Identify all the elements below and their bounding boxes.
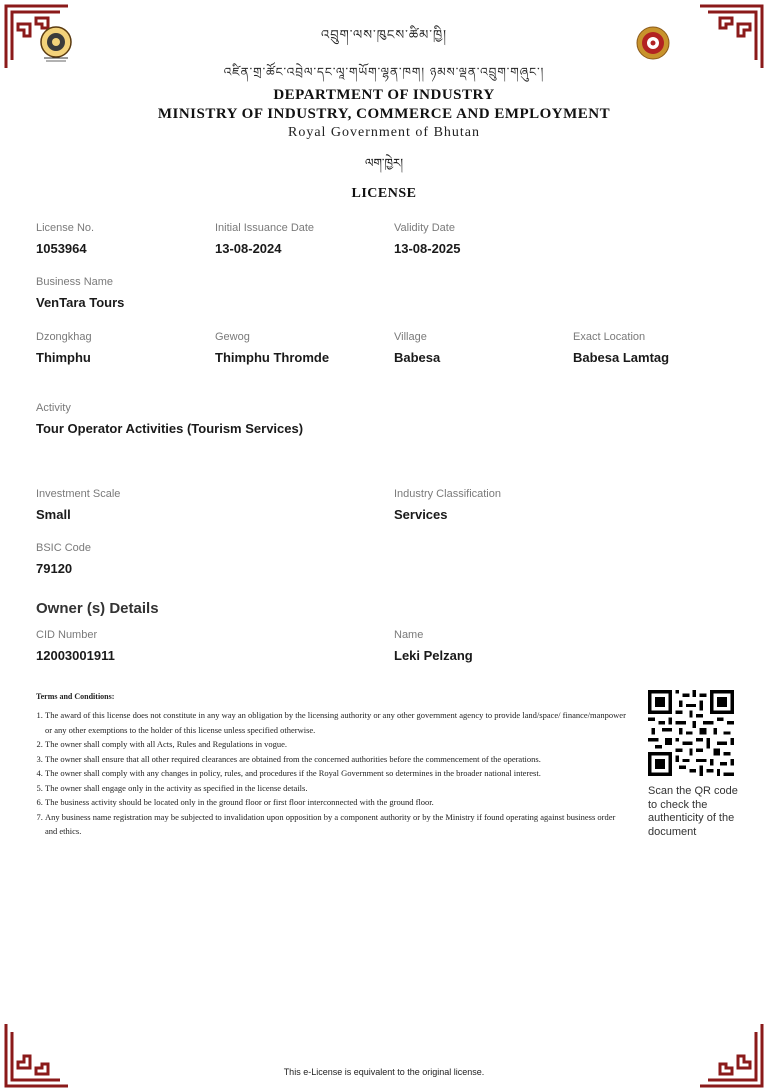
field-value: Thimphu Thromde [215, 350, 330, 365]
field-label: Dzongkhag [36, 331, 92, 343]
dzongkhag-field [36, 330, 92, 366]
corner-ornament-bottom-right [698, 1022, 764, 1088]
license-title: LICENSE [351, 186, 417, 201]
term-item: 4. The owner shall comply with any changes in policy, rules, and procedures if the Royal Government so determines in the broader national interest. [45, 766, 626, 781]
field-value: Services [394, 507, 448, 522]
field-value: Thimphu [36, 350, 91, 365]
term-item: 3. The owner shall ensure that all other required clearances are obtained from the concerned authorities before the commencement of the operations. [45, 752, 626, 767]
field-label: Village [394, 331, 427, 343]
dzongkha-line-2: འཛིན་གྲ་ཚོང་འབྲེལ་དང་ལཱ་གཡོག་ལྷན་ཁག། ཉམས་ལྡན་འབྲུག་གཞུང་། [223, 65, 545, 79]
field-value: VenTara Tours [36, 295, 125, 310]
field-label: License No. [36, 222, 95, 234]
field-label: Exact Location [573, 331, 646, 343]
validity-date-field [394, 221, 461, 257]
investment-scale-field [36, 487, 120, 523]
bsic-code-field [36, 541, 91, 577]
industry-classification-field [394, 487, 501, 523]
exact-location-field [573, 330, 669, 366]
terms-list [36, 708, 626, 839]
dzongkha-license-title: ལག་ཁྱེར། [365, 156, 403, 170]
field-label: BSIC Code [36, 542, 92, 554]
department-title: DEPARTMENT OF INDUSTRY [273, 87, 495, 103]
field-value: 13-08-2024 [215, 241, 282, 256]
ministry-title: MINISTRY OF INDUSTRY, COMMERCE AND EMPLOYMENT [157, 106, 611, 122]
term-item: 2. The owner shall comply with all Acts, Rules and Regulations in vogue. [45, 737, 626, 752]
qr-code-icon[interactable] [648, 690, 734, 776]
activity-field [36, 401, 303, 437]
field-value: 13-08-2025 [394, 241, 461, 256]
owner-name-field [394, 628, 473, 664]
business-name-field [36, 275, 124, 311]
license-number-field [36, 221, 94, 257]
cid-number-field [36, 628, 115, 664]
field-label: Activity [36, 402, 71, 414]
footer-note: This e-License is equivalent to the original license. [283, 1067, 485, 1077]
field-value: 79120 [36, 561, 73, 576]
field-label: Gewog [215, 331, 250, 343]
dzongkha-line-1: འབྲུག་ལས་ཁུངས་ཚིམ་ཁྱི། [321, 28, 447, 43]
field-label: Initial Issuance Date [215, 222, 315, 234]
field-label: Business Name [36, 276, 114, 288]
field-value: Babesa Lamtag [573, 350, 670, 365]
gewog-field [215, 330, 329, 366]
dzongkha-header [0, 20, 768, 93]
term-item: 1. The award of this license does not constitute in any way an obligation by the licensing authority or any other government agency to provide land/space/ finance/manpower or any other exemptions to the holder of this license unless specified otherwise. [45, 708, 626, 737]
terms-title: Terms and Conditions: [36, 692, 115, 701]
field-value: 1053964 [36, 241, 87, 256]
field-value: Leki Pelzang [394, 648, 473, 663]
village-field [394, 330, 440, 366]
term-item: 6. The business activity should be located only in the ground floor or first floor interconnected with the ground floor. [45, 795, 626, 810]
document-header [0, 86, 768, 202]
field-value: 12003001911 [36, 648, 115, 663]
field-label: Name [394, 629, 424, 641]
field-value: Small [36, 507, 71, 522]
issuance-date-field [215, 221, 314, 257]
field-label: Validity Date [394, 222, 455, 234]
field-label: Investment Scale [36, 488, 121, 500]
government-title: Royal Government of Bhutan [287, 125, 481, 140]
owner-section-title: Owner (s) Details [36, 600, 159, 617]
field-value: Babesa [394, 350, 441, 365]
corner-ornament-bottom-left [4, 1022, 70, 1088]
field-label: Industry Classification [394, 488, 501, 500]
terms-and-conditions [36, 692, 626, 839]
field-label: CID Number [36, 629, 98, 641]
term-item: 5. The owner shall engage only in the activity as specified in the license details. [45, 781, 626, 796]
qr-note: Scan the QR code to check the authenticity of the document [648, 785, 738, 838]
term-item: 7. Any business name registration may be subjected to invalidation upon opposition by a component authority or by the Ministry if found operating against business order and ethics. [45, 810, 626, 839]
field-value: Tour Operator Activities (Tourism Services) [36, 421, 304, 436]
